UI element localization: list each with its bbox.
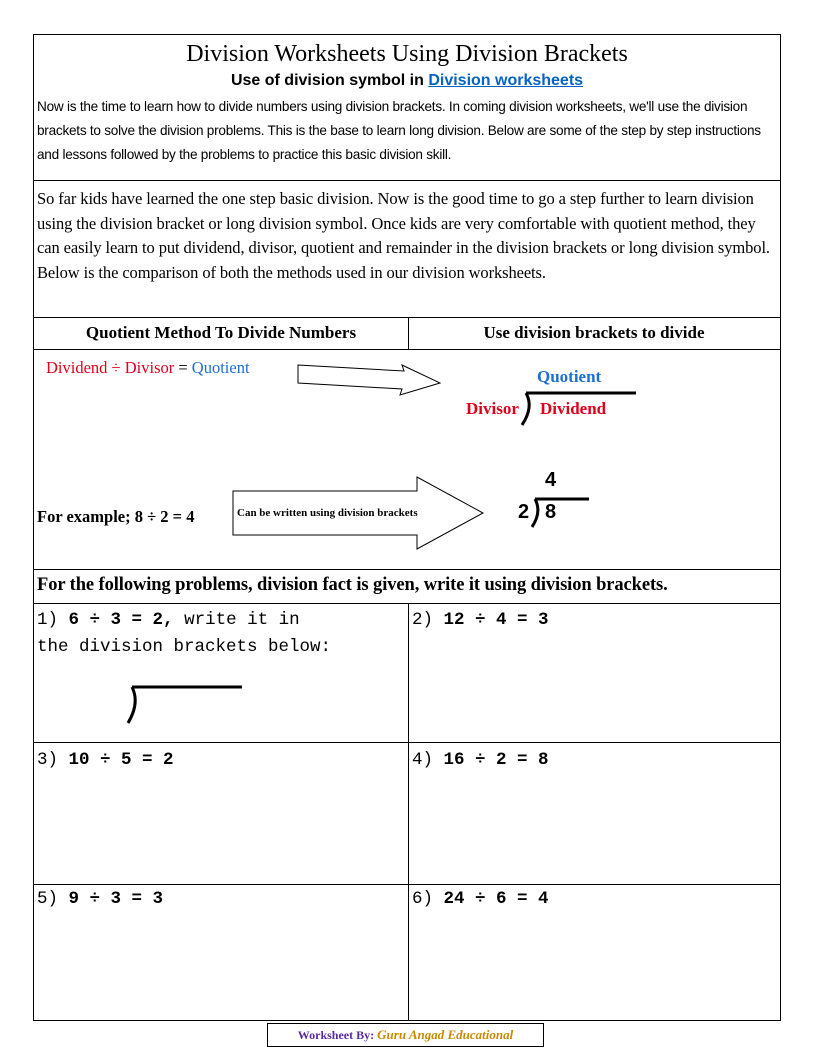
problem-5 [37, 886, 163, 913]
problem-number: 3) [37, 750, 59, 770]
divider [34, 317, 780, 318]
worksheet [33, 34, 781, 1021]
problem-number: 4) [412, 750, 434, 770]
problem-number: 6) [412, 889, 434, 909]
problem-text: write it in [173, 610, 300, 630]
example-divisor: 2 [518, 501, 530, 523]
quotient-method-header: Quotient Method To Divide Numbers [85, 323, 357, 342]
problem-number: 5) [37, 889, 59, 909]
problem-expression: 6 ÷ 3 = 2, [68, 610, 174, 630]
bracket-divisor-label: Divisor [466, 399, 519, 418]
divider [34, 603, 780, 604]
bracket-dividend-label: Dividend [540, 399, 607, 418]
problem-expression: 9 ÷ 3 = 3 [68, 889, 164, 909]
divider [34, 180, 780, 181]
credit-label: Worksheet By: [297, 1028, 378, 1042]
problem-3 [37, 747, 174, 774]
subtitle-prefix: Use of division symbol in [230, 72, 429, 89]
problem-text: the division brackets below: [37, 637, 332, 657]
quotient-formula [46, 358, 250, 378]
page-subtitle [34, 72, 780, 90]
problems-instruction: For the following problems, division fact is given, write it using division brackets. [37, 575, 668, 595]
divider [34, 349, 780, 350]
problem-number: 2) [412, 610, 434, 630]
problem-number: 1) [37, 610, 59, 630]
problem-6 [412, 886, 549, 913]
formula-divide-sign: ÷ [107, 358, 125, 377]
page-title: Division Worksheets Using Division Brackets [186, 41, 628, 67]
arrow-caption: Can be written using division brackets [237, 507, 418, 519]
formula-equals: = [174, 358, 192, 377]
example-dividend: 8 [545, 501, 557, 523]
intro-text: Now is the time to learn how to divide numbers using division brackets. In coming division worksheets, we'll use the division brackets to solve the division problems. This is the base to learn long division. Below are some of the step by step instructions and lessons followed by the problems to practice this basic division skill. [37, 99, 761, 162]
divider [34, 569, 780, 570]
problem-expression: 12 ÷ 4 = 3 [443, 610, 549, 630]
problem-2 [412, 607, 549, 634]
divider [408, 603, 409, 1020]
formula-divisor: Divisor [124, 358, 175, 377]
example-bracket-icon [529, 497, 591, 531]
problem-expression: 10 ÷ 5 = 2 [68, 750, 174, 770]
formula-quotient: Quotient [191, 358, 250, 377]
worksheet-credit [267, 1023, 544, 1047]
divider [34, 884, 780, 885]
right-arrow-icon [296, 361, 444, 397]
problem-1 [37, 607, 331, 661]
division-worksheets-link[interactable]: Division worksheets [428, 72, 584, 89]
divider [408, 317, 409, 349]
divider [34, 742, 780, 743]
example-quotient: 4 [545, 469, 557, 491]
example-text: For example; 8 ÷ 2 = 4 [37, 507, 195, 526]
problem-expression: 24 ÷ 6 = 4 [443, 889, 549, 909]
division-brackets-header: Use division brackets to divide [483, 323, 705, 342]
problem-expression: 16 ÷ 2 = 8 [443, 750, 549, 770]
lesson-paragraph: So far kids have learned the one step basic division. Now is the good time to go a step further to learn division using the division bracket or long division symbol. Once kids are very comfortable with quotient method, they can easily learn to put dividend, divisor, quotient and remainder in the division brackets or long division symbol. Below is the comparison of both the methods used in our division worksheets. [37, 189, 770, 282]
credit-organization: Guru Angad Educational [377, 1027, 514, 1042]
formula-dividend: Dividend [46, 358, 108, 377]
problem-4 [412, 747, 549, 774]
bracket-quotient-label: Quotient [537, 367, 602, 386]
answer-bracket-icon [124, 685, 244, 727]
